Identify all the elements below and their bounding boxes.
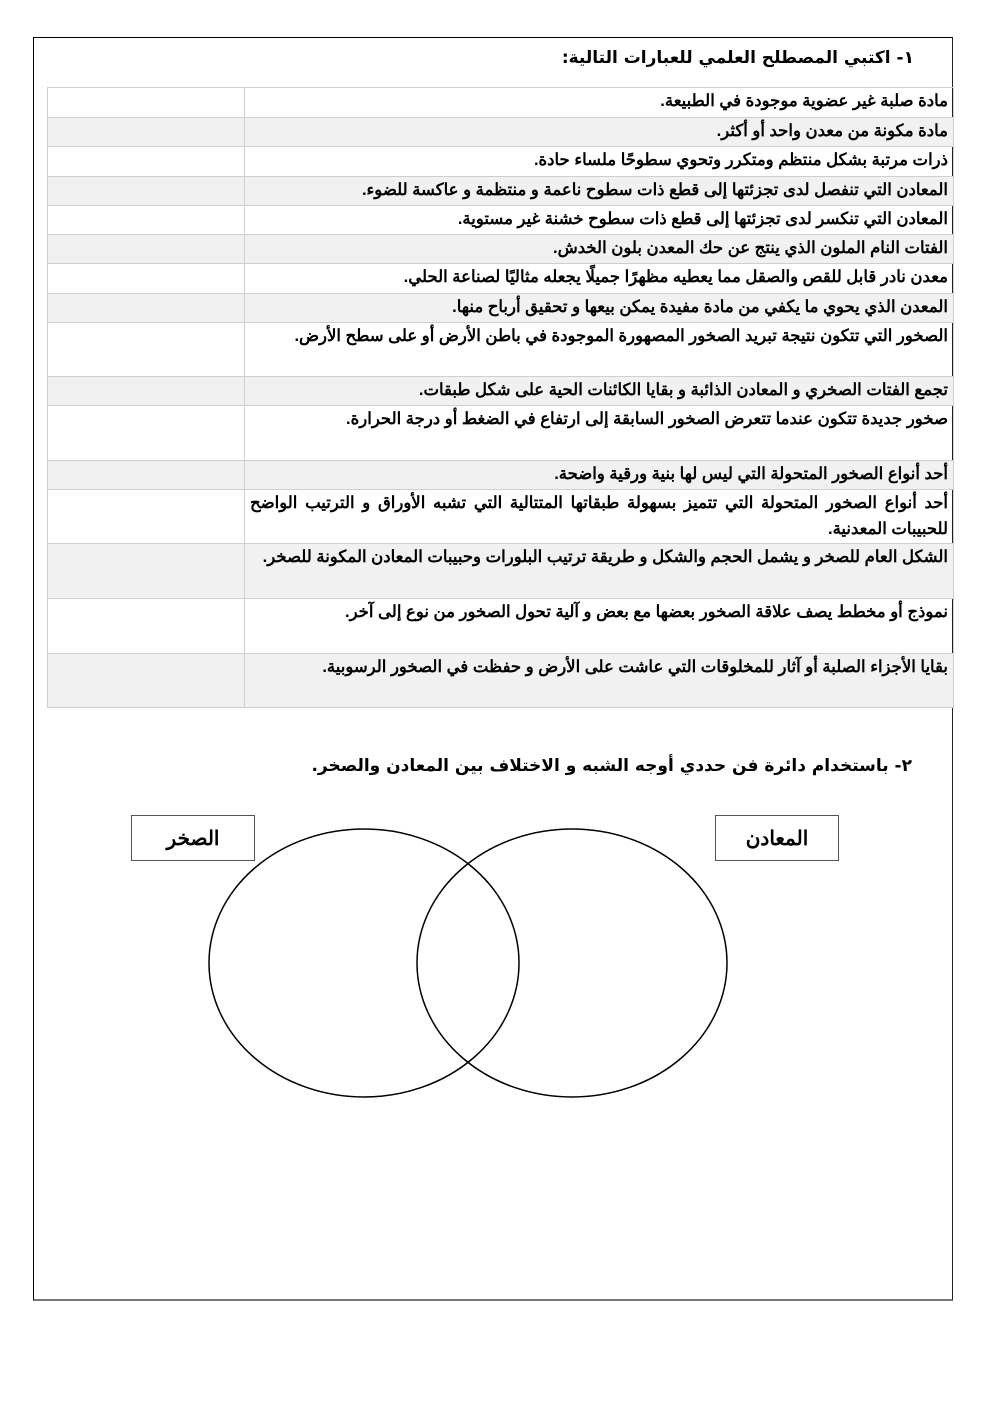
question-2-title: ٢- باستخدام دائرة فن حددي أوجه الشبه و الاختلاف بين المعادن والصخر. bbox=[311, 756, 912, 776]
definition-cell: أحد أنواع الصخور المتحولة التي ليس لها بنية ورقية واضحة. bbox=[245, 461, 954, 490]
definition-cell: أحد أنواع الصخور المتحولة التي تتميز بسهولة طبقاتها المتتالية التي تشبه الأوراق و الترتيب الواضح للحبيبات المعدنية. bbox=[245, 490, 954, 544]
question-1-title: ١- اكتبي المصطلح العلمي للعبارات التالية: bbox=[561, 48, 914, 68]
definition-cell: المعادن التي تنفصل لدى تجزئتها إلى قطع ذات سطوح ناعمة و منتظمة و عاكسة للضوء. bbox=[245, 177, 954, 206]
venn-circle-minerals[interactable] bbox=[417, 829, 727, 1097]
minerals-label: المعادن bbox=[745, 827, 809, 850]
definition-cell: ذرات مرتبة بشكل منتظم ومتكرر وتحوي سطوحًا ملساء حادة. bbox=[245, 147, 954, 177]
venn-circle-rocks[interactable] bbox=[209, 829, 519, 1097]
definition-cell: المعدن الذي يحوي ما يكفي من مادة مفيدة يمكن بيعها و تحقيق أرباح منها. bbox=[245, 294, 954, 323]
definition-cell: بقايا الأجزاء الصلبة أو آثار للمخلوقات التي عاشت على الأرض و حفظت في الصخور الرسوبية. bbox=[245, 654, 954, 708]
definition-cell: معدن نادر قابل للقص والصقل مما يعطيه مظهرًا جميلًا يجعله مثاليًا لصناعة الحلي. bbox=[245, 264, 954, 294]
definition-cell: مادة مكونة من معدن واحد أو أكثر. bbox=[245, 118, 954, 147]
definition-cell: الفتات النام الملون الذي ينتج عن حك المعدن بلون الخدش. bbox=[245, 235, 954, 264]
definition-cell: نموذج أو مخطط يصف علاقة الصخور بعضها مع بعض و آلية تحول الصخور من نوع إلى آخر. bbox=[245, 599, 954, 654]
definition-cell: المعادن التي تنكسر لدى تجزئتها إلى قطع ذات سطوح خشنة غير مستوية. bbox=[245, 206, 954, 235]
definition-cell: الشكل العام للصخر و يشمل الحجم والشكل و طريقة ترتيب البلورات وحبيبات المعادن المكونة للصخر. bbox=[245, 544, 954, 599]
definition-cell: مادة صلبة غير عضوية موجودة في الطبيعة. bbox=[245, 88, 954, 118]
rocks-label: الصخر bbox=[166, 827, 220, 850]
definition-cell: صخور جديدة تتكون عندما تتعرض الصخور السابقة إلى ارتفاع في الضغط أو درجة الحرارة. bbox=[245, 406, 954, 461]
definition-cell: الصخور التي تتكون نتيجة تبريد الصخور المصهورة الموجودة في باطن الأرض أو على سطح الأرض. bbox=[245, 323, 954, 377]
definition-cell: تجمع الفتات الصخري و المعادن الذائبة و بقايا الكائنات الحية على شكل طبقات. bbox=[245, 377, 954, 406]
